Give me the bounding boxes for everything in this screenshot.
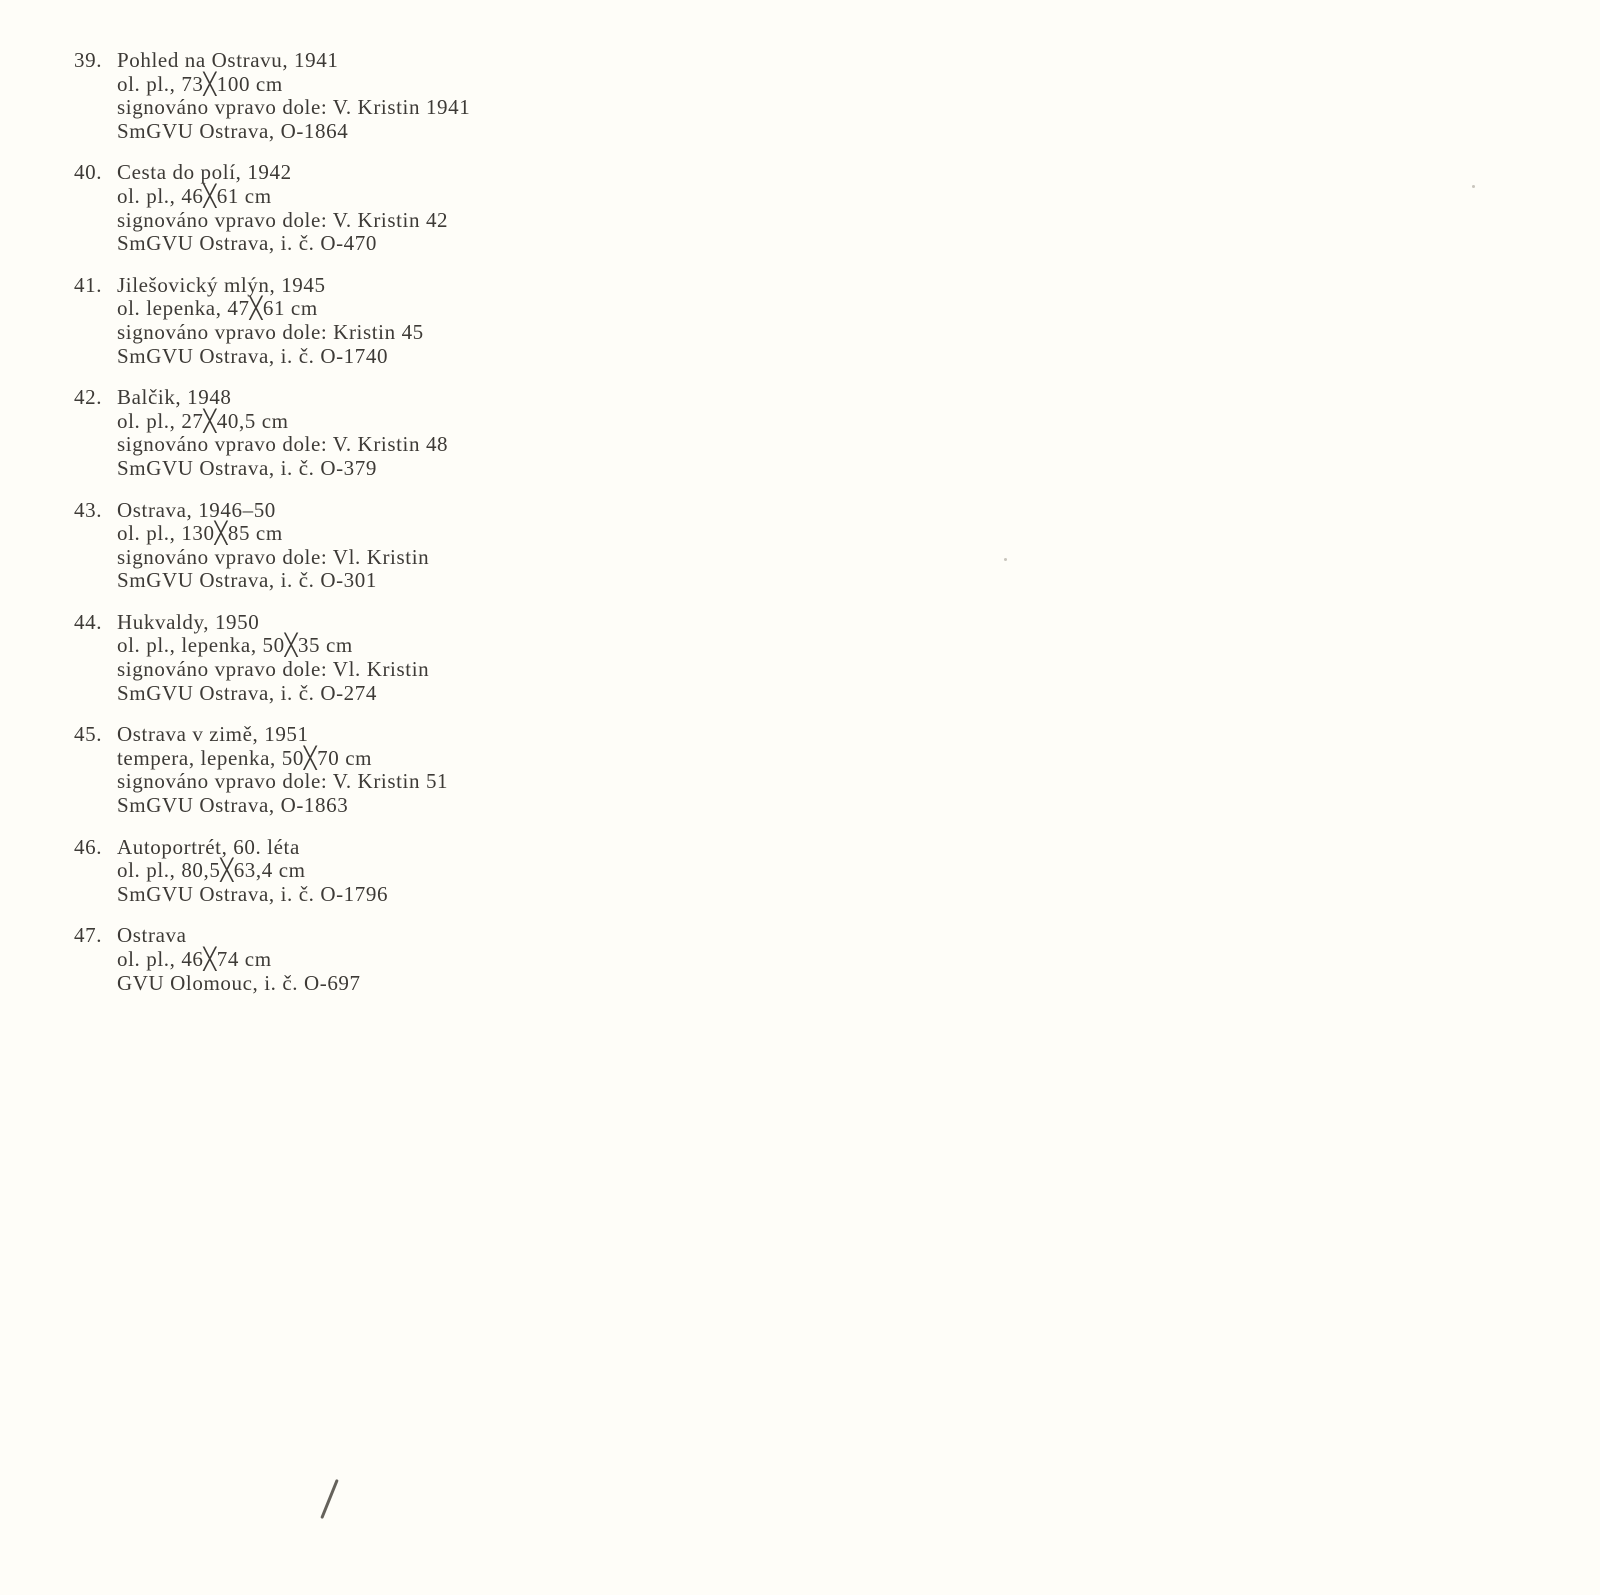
entry-collection: SmGVU Ostrava, i. č. O-470 xyxy=(117,231,377,256)
entry-medium: ol. pl., 130╳85 cm xyxy=(117,521,283,546)
catalog-entry xyxy=(74,386,674,480)
entry-number: 44. xyxy=(74,609,103,634)
entry-signature: signováno vpravo dole: V. Kristin 48 xyxy=(117,432,449,457)
entry-medium: ol. pl., 46╳74 cm xyxy=(117,947,272,971)
entry-number: 45. xyxy=(74,722,103,747)
entry-details xyxy=(117,611,429,705)
entry-signature: signováno vpravo dole: V. Kristin 42 xyxy=(117,207,449,232)
entry-signature: signováno vpravo dole: Vl. Kristin xyxy=(117,544,430,569)
entry-signature: signováno vpravo dole: Vl. Kristin xyxy=(117,657,430,682)
entry-details xyxy=(117,836,388,907)
entry-title: Balčik, 1948 xyxy=(117,385,232,410)
catalog-entry xyxy=(74,161,674,255)
entry-title: Ostrava, 1946–50 xyxy=(117,497,276,522)
catalog-entry xyxy=(74,924,674,995)
entry-collection: SmGVU Ostrava, O-1864 xyxy=(117,118,349,143)
entry-title: Ostrava v zimě, 1951 xyxy=(117,722,309,747)
entry-collection: SmGVU Ostrava, i. č. O-301 xyxy=(117,568,377,593)
entry-number: 47. xyxy=(74,923,103,948)
entry-medium: tempera, lepenka, 50╳70 cm xyxy=(117,745,373,770)
entry-collection: SmGVU Ostrava, i. č. O-1796 xyxy=(117,881,389,906)
entry-details xyxy=(117,924,361,995)
entry-number: 42. xyxy=(74,385,103,410)
entry-number: 39. xyxy=(74,48,103,72)
entry-medium: ol. pl., 46╳61 cm xyxy=(117,183,272,208)
entry-signature: signováno vpravo dole: Kristin 45 xyxy=(117,319,424,344)
entry-title: Pohled na Ostravu, 1941 xyxy=(117,48,339,72)
entry-title: Autoportrét, 60. léta xyxy=(117,834,300,859)
catalog-entry xyxy=(74,49,674,143)
entry-medium: ol. lepenka, 47╳61 cm xyxy=(117,296,318,321)
pen-stroke-mark xyxy=(320,1479,339,1519)
entry-title: Hukvaldy, 1950 xyxy=(117,609,260,634)
catalog-entry xyxy=(74,274,674,368)
entry-collection: SmGVU Ostrava, i. č. O-274 xyxy=(117,680,377,705)
entry-medium: ol. pl., 73╳100 cm xyxy=(117,71,283,96)
entry-number: 46. xyxy=(74,834,103,859)
entry-details xyxy=(117,499,429,593)
entry-number: 43. xyxy=(74,497,103,522)
entry-title: Cesta do polí, 1942 xyxy=(117,160,292,185)
entry-collection: GVU Olomouc, i. č. O-697 xyxy=(117,970,361,995)
entry-signature: signováno vpravo dole: V. Kristin 1941 xyxy=(117,95,471,120)
entry-medium: ol. pl., 27╳40,5 cm xyxy=(117,408,289,433)
catalog-entry xyxy=(74,723,674,817)
entry-details xyxy=(117,161,448,255)
paper-speck xyxy=(1004,558,1007,561)
entry-details xyxy=(117,49,470,143)
entry-title: Ostrava xyxy=(117,923,187,948)
catalog-entry xyxy=(74,611,674,705)
entry-number: 41. xyxy=(74,272,103,297)
entry-details xyxy=(117,274,424,368)
entry-number: 40. xyxy=(74,160,103,185)
catalog-entry xyxy=(74,499,674,593)
entry-collection: SmGVU Ostrava, i. č. O-1740 xyxy=(117,343,389,368)
entry-collection: SmGVU Ostrava, i. č. O-379 xyxy=(117,455,377,480)
catalog-entry xyxy=(74,836,674,907)
entry-signature: signováno vpravo dole: V. Kristin 51 xyxy=(117,769,449,794)
entry-collection: SmGVU Ostrava, O-1863 xyxy=(117,793,349,818)
entry-title: Jilešovický mlýn, 1945 xyxy=(117,272,326,297)
catalog-list xyxy=(74,49,674,1013)
entry-details xyxy=(117,723,448,817)
paper-speck xyxy=(1472,185,1475,188)
entry-details xyxy=(117,386,448,480)
entry-medium: ol. pl., lepenka, 50╳35 cm xyxy=(117,633,353,658)
entry-medium: ol. pl., 80,5╳63,4 cm xyxy=(117,858,306,883)
